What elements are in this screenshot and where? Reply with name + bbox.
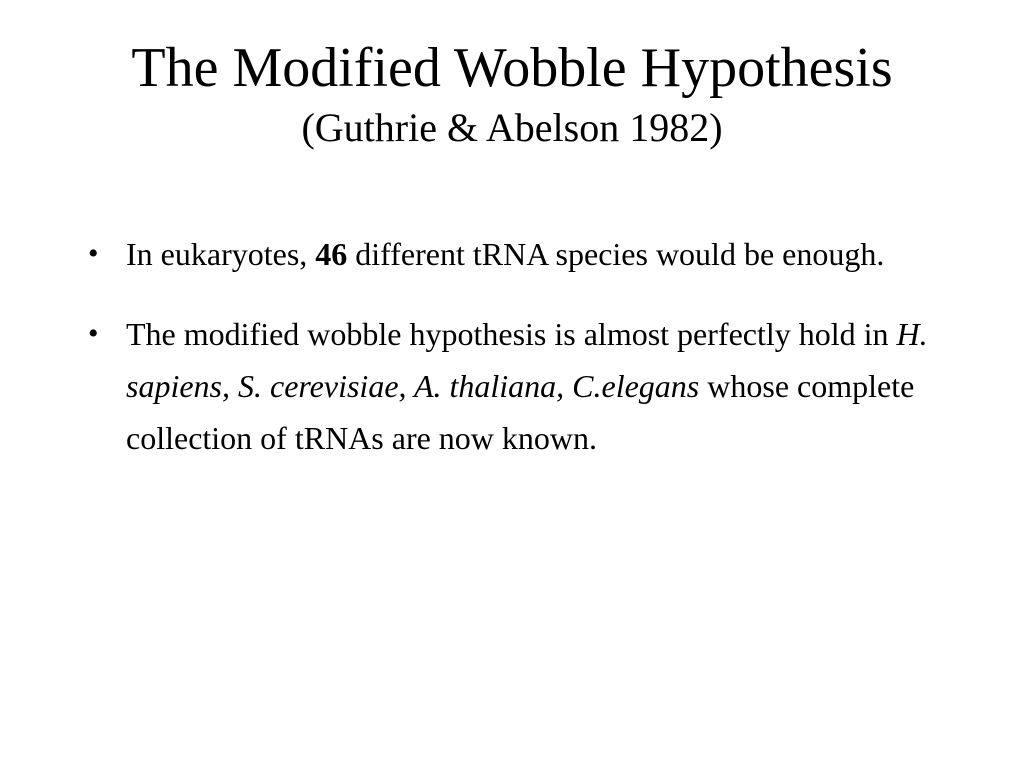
bullet-1-text-start: In eukaryotes, [126, 236, 316, 272]
bullet-marker: • [88, 317, 99, 350]
bullet-2-species-list: H. sapiens, S. cerevisiae, A. thaliana, C.elegans [126, 316, 928, 404]
bullet-item-2 [86, 308, 966, 464]
slide-subtitle: (Guthrie & Abelson 1982) [301, 105, 723, 150]
slide-title: The Modified Wobble Hypothesis [131, 37, 893, 99]
title-block [0, 36, 1024, 152]
bullet-1-text-end: different tRNA species would be enough. [347, 236, 885, 272]
bullet-item-1 [86, 228, 966, 280]
bullet-marker: • [88, 237, 99, 270]
bullet-1-bold-count: 46 [315, 236, 348, 272]
bullet-list [86, 228, 966, 492]
bullet-2-text-end: whose complete collection of tRNAs are now known. [126, 368, 915, 456]
bullet-2-text-start: The modified wobble hypothesis is almost perfectly hold in [126, 316, 897, 352]
